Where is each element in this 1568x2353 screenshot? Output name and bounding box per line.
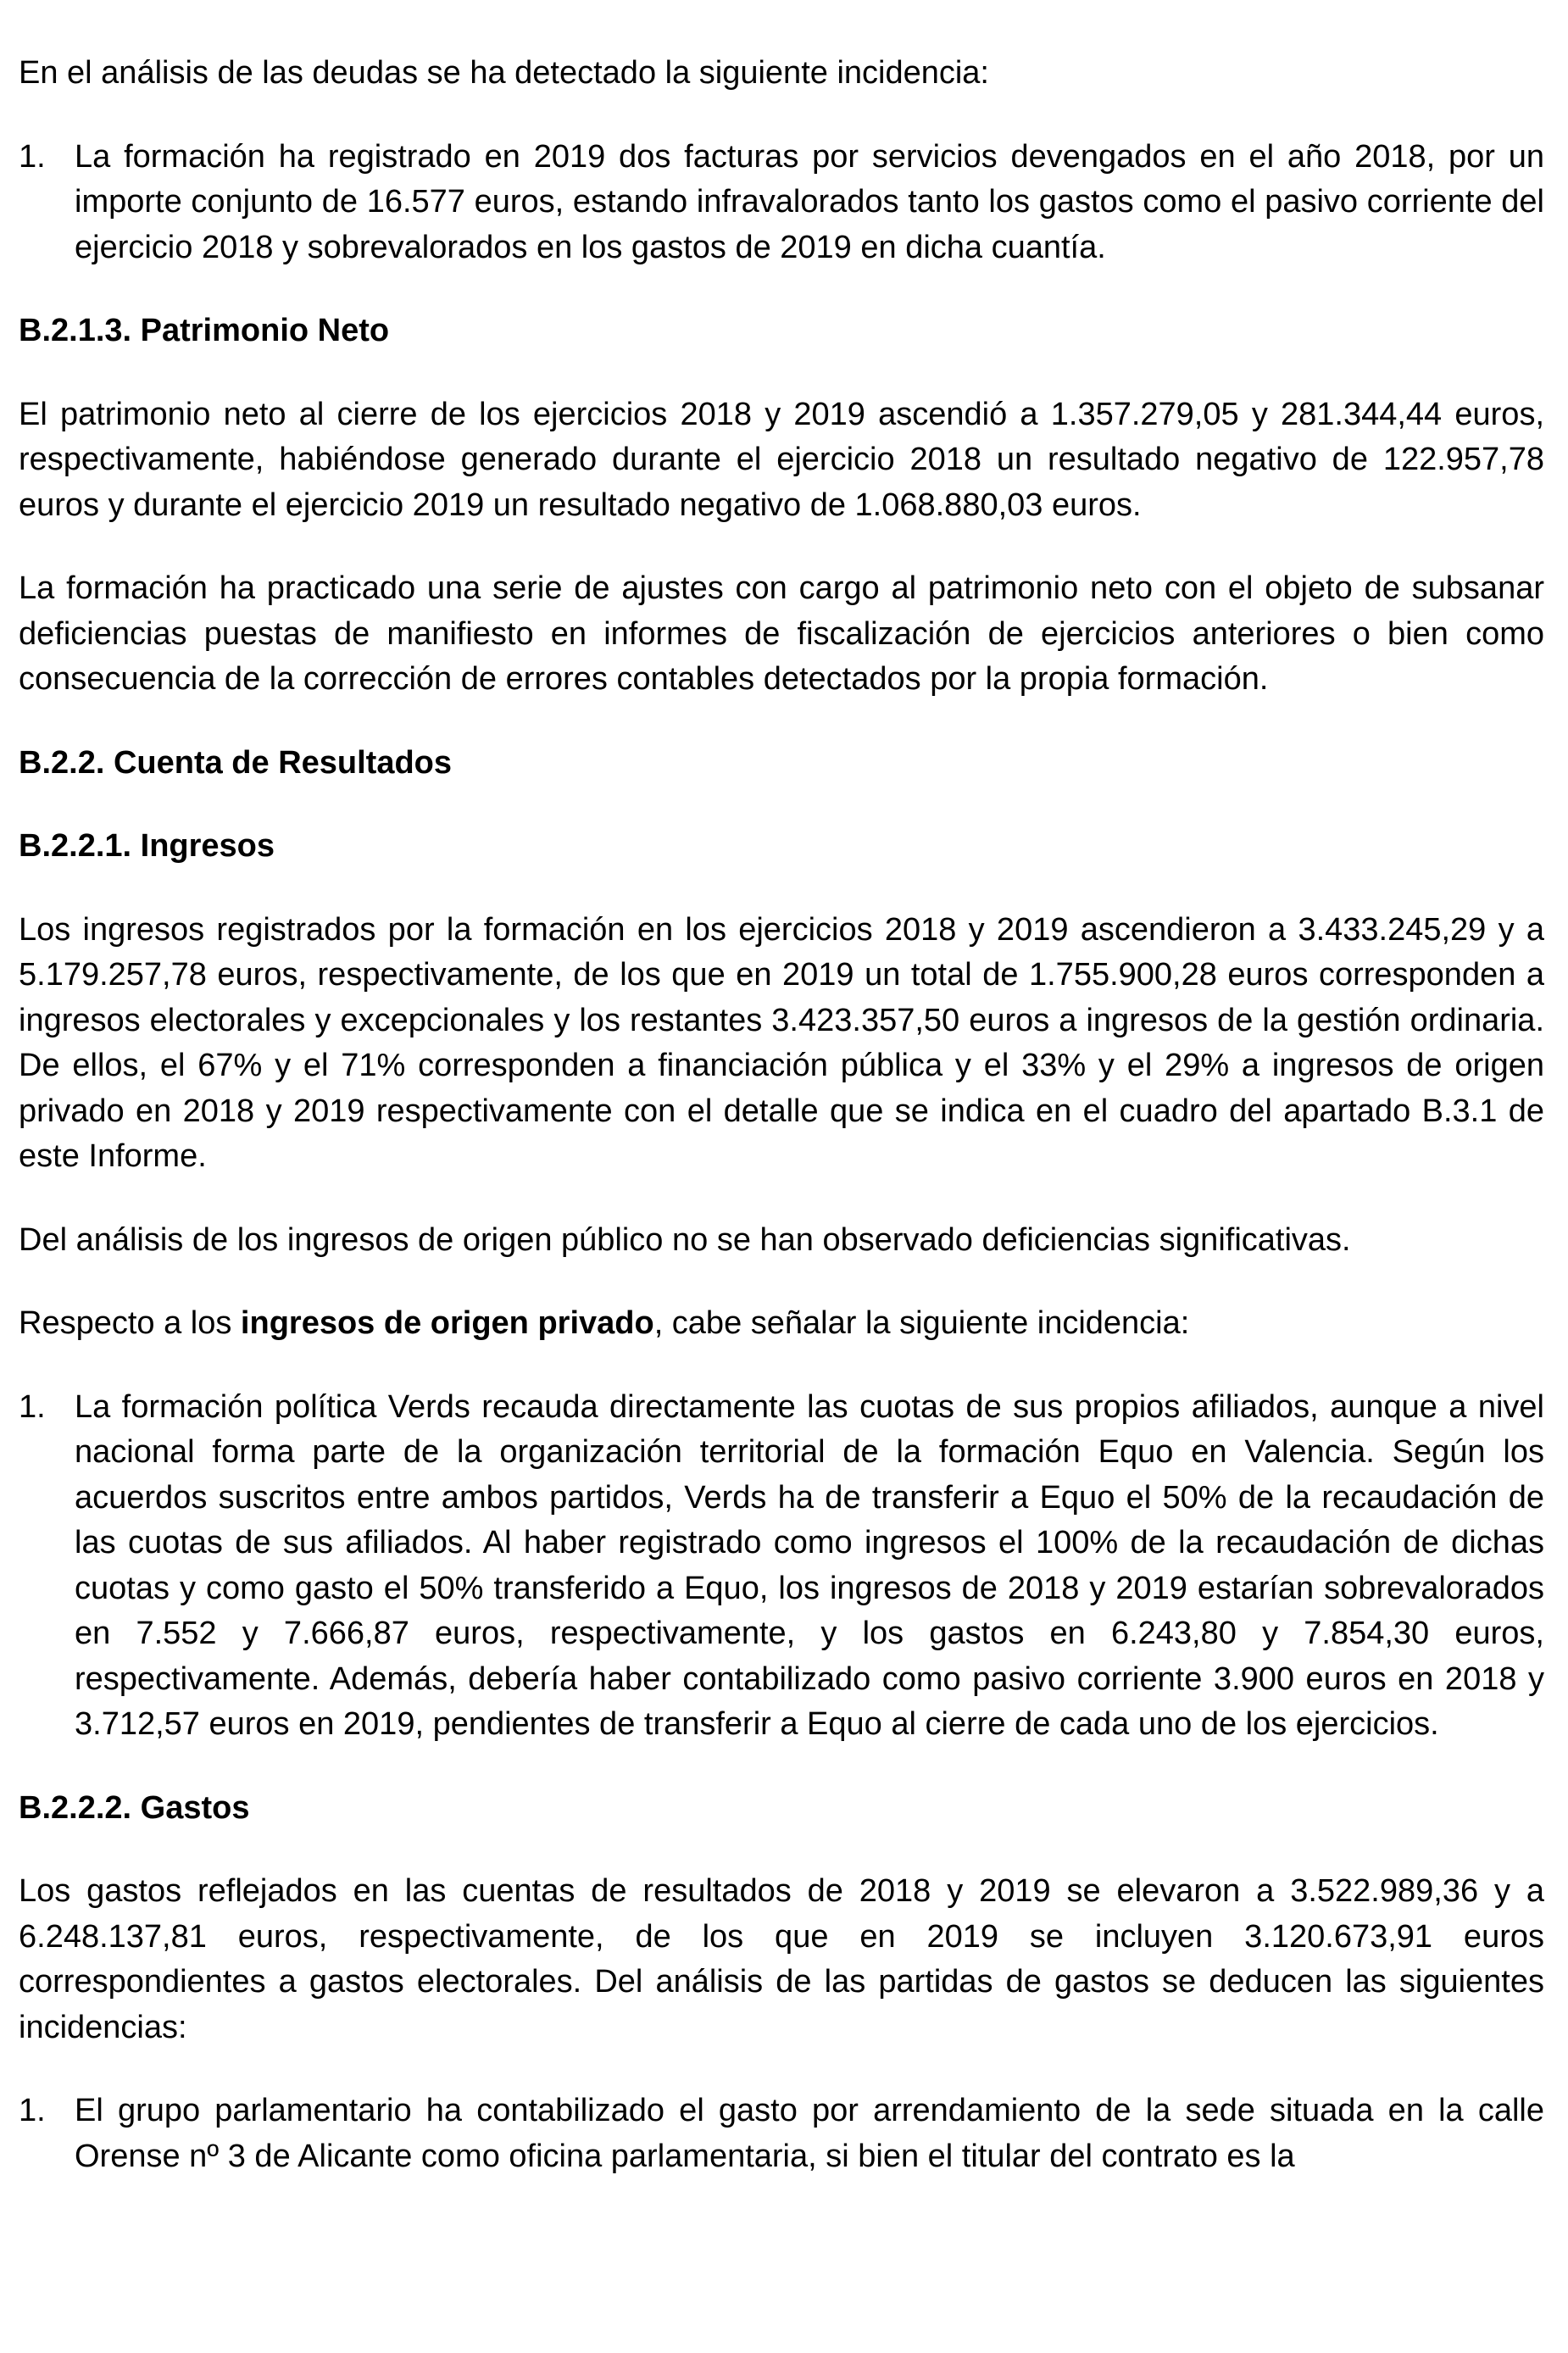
section-heading-gastos: B.2.2.2. Gastos: [19, 1789, 250, 1826]
list-text: El grupo parlamentario ha contabilizado el gasto por arrendamiento de la sede situada en la calle Orense nº 3 de Alicante como oficina parlamentaria, si bien el titular del contrato es la: [75, 2093, 1544, 2174]
ingresos-paragraph-1: Los ingresos registrados por la formación en los ejercicios 2018 y 2019 ascendieron a 3.433.245,29 y a 5.179.257,78 euros, respectivamente, de los que en 2019 un total de 1.755.900,28 euros corresponden a ingresos electorales y excepcionales y los restantes 3.423.357,50 euros a ingresos de la gestión ordinaria. De ellos, el 67% y el 71% corresponden a financiación pública y el 33% y el 29% a ingresos de origen privado en 2018 y 2019 respectivamente con el detalle que se indica en el cuadro del apartado B.3.1 de este Informe.: [19, 911, 1544, 1174]
section-heading-ingresos: B.2.2.1. Ingresos: [19, 828, 275, 864]
text-prefix: Respecto a los: [19, 1305, 241, 1341]
document-page: [19, 51, 1544, 2179]
patrimonio-paragraph-2: La formación ha practicado una serie de ajustes con cargo al patrimonio neto con el objeto de subsanar deficiencias puestas de manifiesto en informes de fiscalización de ejercicios anteriores o bien como consecuencia de la corrección de errores contables detectados por la propia formación.: [19, 570, 1544, 697]
list-number: 1.: [19, 138, 46, 175]
section-heading-patrimonio: B.2.1.3. Patrimonio Neto: [19, 313, 390, 348]
gastos-issue-item: [19, 2089, 1544, 2179]
patrimonio-paragraph-1: El patrimonio neto al cierre de los ejercicios 2018 y 2019 ascendió a 1.357.279,05 y 281.344,44 euros, respectivamente, habiéndose generado durante el ejercicio 2018 un resultado negativo de 122.957,78 euros y durante el ejercicio 2019 un resultado negativo de 1.068.880,03 euros.: [19, 396, 1544, 523]
ingresos-paragraph-3: [19, 1301, 1544, 1347]
list-number: 1.: [19, 1388, 46, 1425]
list-text: La formación política Verds recauda directamente las cuotas de sus propios afiliados, aunque a nivel nacional forma parte de la organización territorial de la formación Equo en Valencia. Según los acuerdos suscritos entre ambos partidos, Verds ha de transferir a Equo el 50% de la recaudación de las cuotas de sus afiliados. Al haber registrado como ingresos el 100% de la recaudación de dichas cuotas y como gasto el 50% transferido a Equo, los ingresos de 2018 y 2019 estarían sobrevalorados en 7.552 y 7.666,87 euros, respectivamente, y los gastos en 6.243,80 y 7.854,30 euros, respectivamente. Además, debería haber contabilizado como pasivo corriente 3.900 euros en 2018 y 3.712,57 euros en 2019, pendientes de transferir a Equo al cierre de cada uno de los ejercicios.: [75, 1388, 1544, 1742]
section-heading-cuenta: B.2.2. Cuenta de Resultados: [19, 744, 453, 781]
gastos-paragraph-1: Los gastos reflejados en las cuentas de resultados de 2018 y 2019 se elevaron a 3.522.989,36 y a 6.248.137,81 euros, respectivamente, de los que en 2019 se incluyen 3.120.673,91 euros correspondientes a gastos electorales. Del análisis de las partidas de gastos se deducen las siguientes incidencias:: [19, 1873, 1544, 2045]
list-number: 1.: [19, 2093, 46, 2128]
list-text: La formación ha registrado en 2019 dos facturas por servicios devengados en el año 2018, por un importe conjunto de 16.577 euros, estando infravalorados tanto los gastos como el pasivo corriente del ejercicio 2018 y sobrevalorados en los gastos de 2019 en dicha cuantía.: [75, 138, 1544, 265]
debt-issue-item: [19, 135, 1544, 271]
ingresos-issue-item: [19, 1385, 1544, 1748]
ingresos-paragraph-2: Del análisis de los ingresos de origen público no se han observado deficiencias significativas.: [19, 1221, 1351, 1258]
text-suffix: , cabe señalar la siguiente incidencia:: [653, 1305, 1190, 1341]
bold-phrase: ingresos de origen privado: [240, 1305, 654, 1341]
intro-paragraph: En el análisis de las deudas se ha detectado la siguiente incidencia:: [19, 55, 989, 91]
